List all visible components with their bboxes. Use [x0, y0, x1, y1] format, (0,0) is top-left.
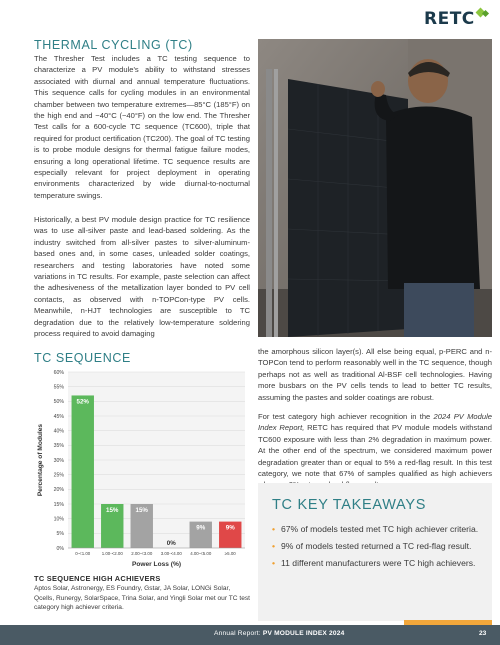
bar-data-label: 15%: [135, 507, 148, 514]
y-tick-label: 25%: [53, 472, 64, 479]
takeaway-item: • 67% of models tested met TC high achiever criteria.: [272, 523, 484, 535]
x-tick-label: 0-<1.00: [75, 551, 91, 556]
tc-sequence-heading: TC SEQUENCE: [34, 351, 131, 365]
x-tick-label: 1.00-<2.00: [101, 551, 123, 556]
bar-data-label: 9%: [196, 524, 206, 532]
y-tick-label: 40%: [53, 428, 64, 435]
key-takeaways-title: TC KEY TAKEAWAYS: [272, 497, 427, 513]
bar-data-label: 0%: [166, 540, 176, 547]
logo-text: RETC: [424, 9, 475, 29]
high-achievers-text: Aptos Solar, Astronergy, ES Foundry, Gstar, JA Solar, LONGi Solar, Qcells, Runergy, SolarSpace, Trina Solar, and Yingli Solar met our TC test category high achiever criteria.: [34, 585, 250, 612]
y-tick-label: 30%: [53, 457, 64, 464]
bar: [72, 395, 94, 548]
y-tick-label: 10%: [53, 516, 64, 523]
y-tick-label: 60%: [53, 369, 64, 376]
footer-label: Annual Report:: [214, 630, 261, 637]
bar-data-label: 52%: [76, 398, 89, 406]
x-tick-label: 4.00-<5.00: [190, 551, 212, 556]
right-paragraph-1: the amorphous silicon layer(s). All else being equal, p-PERC and n-TOPCon tend to perform reasonably well in the TC sequence, though perhaps not as well as traditional Al-BSF cell technologies. Having more busbars on the PV cells tends to lead to better TC results, assuming the pastes and solder coatings are robust.: [258, 347, 492, 402]
tc-sequence-chart: [34, 364, 250, 572]
y-axis-label: Percentage of Modules: [37, 423, 44, 497]
y-tick-label: 55%: [53, 384, 64, 391]
y-tick-label: 45%: [53, 413, 64, 420]
page-number: 23: [479, 630, 487, 637]
x-axis-label: Power Loss (%): [131, 561, 182, 568]
high-achievers-heading: TC SEQUENCE HIGH ACHIEVERS: [34, 574, 161, 583]
thermal-paragraph-2: Historically, a best PV module design practice for TC resilience was to use all-silver paste and lead-based soldering. As the industry switched from all-silver pastes to silver-aluminum-based ones and, in some cases, unleaded solder coatings, researchers and testing laboratories have noted some variations in TC results. For example, paste selection can affect the adhesiveness of the metallization layer bonded to PV cell contacts, as observed with n-TOPCon-type PV cells. Meanwhile, n-HJT technologies are susceptible to TC degradation due to the relatively low-temperature soldering process required to avoid damaging: [34, 215, 250, 339]
footer-report-title: PV MODULE INDEX 2024: [262, 630, 345, 637]
thermal-cycling-heading: THERMAL CYCLING (TC): [34, 38, 193, 52]
y-tick-label: 50%: [53, 399, 64, 406]
footer-title: [214, 630, 345, 637]
thermal-paragraph-1: The Thresher Test includes a TC testing sequence to characterize a PV module's ability to withstand stresses associated with diurnal and annual temperature fluctuations. This sequence calls for cycling modules in an environmental chamber between two temperature extremes—85°C (185°F) on the high end and −40°C (−40°F) on the low end. The Thresher Test calls for a 600-cycle TC sequence (TC600), triple that required for product certification (TC200). The goal of TC testing is to probe module designs for thermal fatigue failure modes, ensuring a long operational lifetime. TC sequence results are especially relevant for project deployment in operating environments characterized by wide diurnal-to-nocturnal temperature swings.: [34, 54, 250, 200]
y-tick-label: 15%: [53, 501, 64, 508]
y-tick-label: 35%: [53, 443, 64, 450]
retc-logo: [424, 8, 492, 30]
takeaway-item: • 11 different manufacturers were TC high achievers.: [272, 557, 484, 569]
y-tick-label: 20%: [53, 487, 64, 494]
report-title-italic: 2024 PV Module Index Report,: [258, 412, 493, 433]
tc-sequence-bar-chart: [34, 364, 250, 572]
technician-illustration: [258, 39, 492, 337]
x-tick-label: ≥5.00: [224, 551, 236, 556]
logo-leaf-icon: [477, 9, 491, 23]
bar-data-label: 9%: [225, 524, 235, 532]
y-tick-label: 5%: [56, 531, 64, 538]
technician-photo: [258, 39, 492, 337]
paragraph-text: For test category high achiever recognition in the: [258, 412, 434, 421]
takeaway-item: • 9% of models tested returned a TC red-flag result.: [272, 540, 484, 552]
right-paragraph-2: [258, 411, 492, 491]
paragraph-text: RETC has required that PV module models withstand TC600 exposure with less than 2% degradation in maximum power. At the other end of the spectrum, we considered maximum power degradation greater than or equal to 5% a red-flag result. In this test category, we note that 67% of samples qualified as high achievers: [258, 423, 492, 479]
bar-data-label: 15%: [106, 507, 119, 514]
key-takeaways-list: [272, 523, 484, 575]
x-tick-label: 2.00-<3.00: [131, 551, 153, 556]
x-tick-label: 3.00-<4.00: [160, 551, 182, 556]
key-takeaways-box: [258, 483, 492, 621]
y-tick-label: 0%: [56, 545, 64, 552]
